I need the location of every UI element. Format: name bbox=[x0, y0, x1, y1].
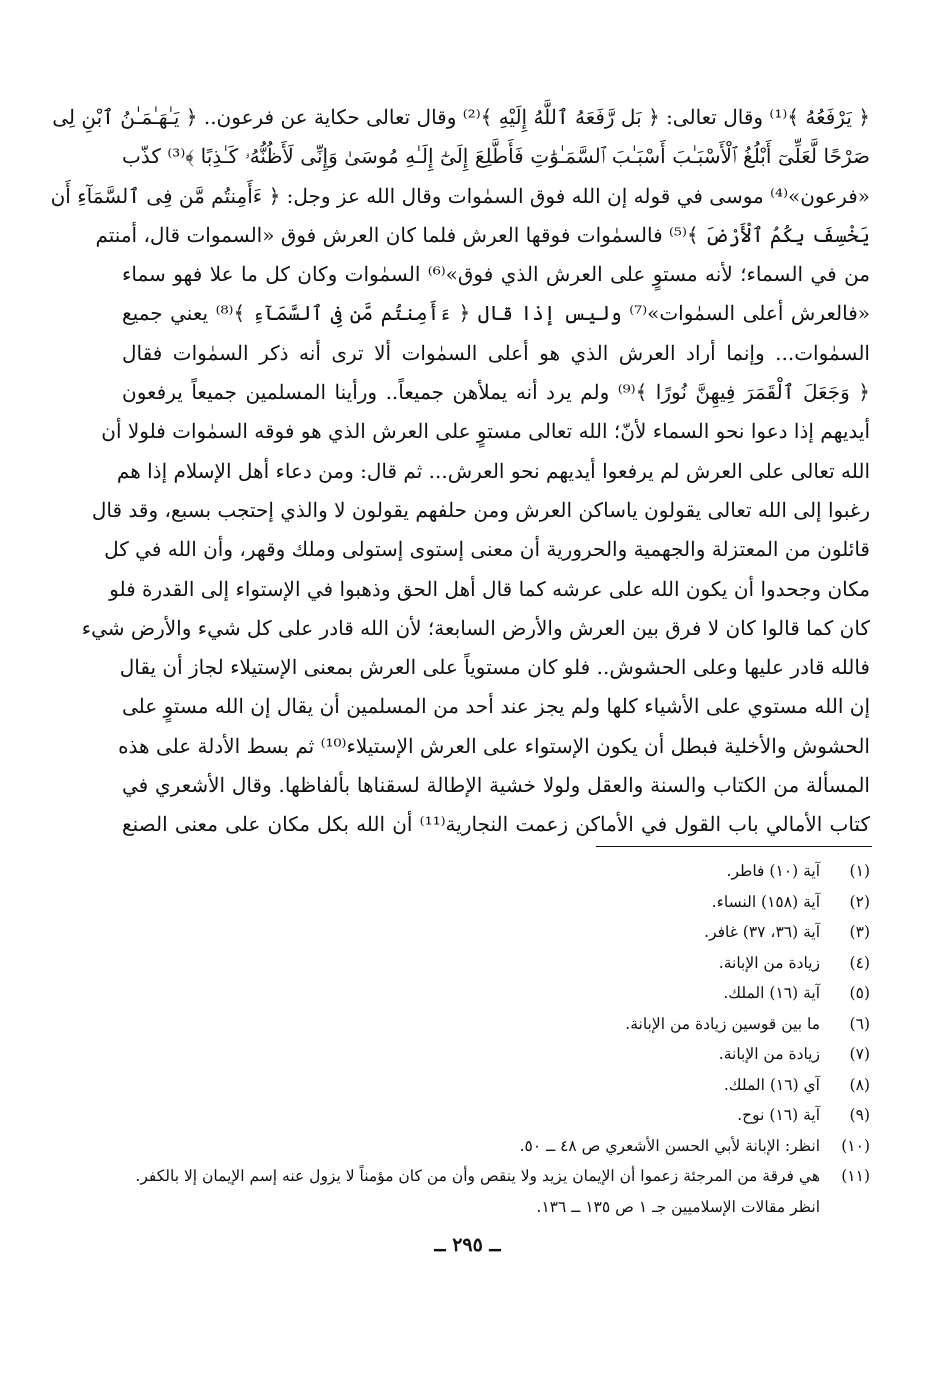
footnote-number: (١٠) bbox=[841, 1136, 870, 1155]
footnote-item bbox=[100, 1009, 870, 1040]
body-line: يَخْسِفَ بِكُمُ ٱلْأَرْضَ ﴾⁽⁵⁾ فالسمٰوات فوقها العرش فلما كان العرش فوق «السموات قال، أمنتم bbox=[95, 222, 870, 247]
footnote-number: (٨) bbox=[849, 1075, 870, 1094]
footnote-text: ما بين قوسين زيادة من الإبانة. bbox=[625, 1014, 820, 1033]
footnote-item bbox=[100, 887, 870, 918]
footnote-item bbox=[100, 856, 870, 887]
footnote-text: آية (١٦) الملك. bbox=[723, 984, 820, 1002]
footnote-number: (٢) bbox=[849, 892, 870, 911]
body-line: كتاب الأمالي باب القول في الأماكن زعمت النجارية⁽¹¹⁾ أن الله بكل مكان على معنى الصنع bbox=[122, 812, 870, 837]
page-number: ــ ٢٩٥ ــ bbox=[434, 1234, 501, 1256]
body-line: الحشوش والأخلية فبطل أن يكون الإستواء على العرش الإستيلاء⁽¹⁰⁾ ثم بسط الأدلة على هذه bbox=[118, 733, 870, 758]
body-line: «فالعرش أعلى السمٰوات»⁽⁷⁾ وليس إذا قال ﴿ ءَأَمِنتُم مَّن فِى ٱلسَّمَآءِ ﴾⁽⁸⁾ يعني جميع bbox=[122, 301, 871, 326]
body-line: المسألة من الكتاب والسنة والعقل ولولا خشية الإطالة لسقناها بألفاظها. وقال الأشعري في bbox=[122, 773, 870, 798]
body-line: رغبوا إلى الله تعالى يقولون ياساكن العرش ومن حلفهم يقولون لا والذي إحتجب بسبع، وقد قال bbox=[91, 497, 870, 522]
body-line: إن الله مستوي على الأشياء كلها ولم يجز عند أحد من المسلمين أن يقال إن الله مستوٍ على bbox=[122, 694, 870, 719]
footnote-number: (٦) bbox=[849, 1014, 870, 1033]
footnote-text: آية (١٥٨) النساء. bbox=[711, 892, 820, 911]
footnote-text: زيادة من الإبانة. bbox=[718, 1045, 820, 1063]
body-line: من في السماء؛ لأنه مستوٍ على العرش الذي فوق»⁽⁶⁾ السمٰوات وكان كل ما علا فهو سماء bbox=[122, 262, 871, 287]
footnote-item bbox=[100, 1100, 870, 1131]
footnote-item bbox=[100, 948, 870, 979]
body-line: قائلون من المعتزلة والجهمية والحرورية أن معنى إستوى إستولى وملك وقهر، وأن الله في كل bbox=[104, 537, 870, 562]
footnote-number: (٤) bbox=[849, 953, 870, 972]
footnote-number: (٣) bbox=[849, 923, 870, 941]
body-line: أيديهم إذا دعوا نحو السماء لأنّ؛ الله تعالى مستوٍ على العرش الذي هو فوقه السمٰوات فلولا أن bbox=[101, 419, 870, 444]
body-line: صَرْحًا لَّعَلِّىٓ أَبْلُغُ ٱلْأَسْبَـٰبَ أَسْبَـٰبَ ٱلسَّمَـٰوَٰتِ فَأَطَّلِعَ إِلَىٰٓ إِلَـٰهِ مُوسَىٰ وَإِنِّى لَأَظُنُّهُۥ كَـٰذِبًا ﴾⁽³⁾ كذّب bbox=[122, 144, 870, 169]
footnote-text: آية (١٠) فاطر. bbox=[726, 862, 820, 880]
footnote-item bbox=[100, 1131, 870, 1162]
footnote-number: (٧) bbox=[849, 1045, 870, 1063]
footnote-text: زيادة من الإبانة. bbox=[718, 953, 820, 972]
footnote-number: (٥) bbox=[849, 984, 870, 1002]
body-line: «فرعون»⁽⁴⁾ موسى في قوله إن الله فوق السمٰوات وقال الله عز وجل: ﴿ ءَأَمِنتُم مَّن فِى ٱلسَّمَآءِ أَن bbox=[50, 183, 870, 208]
footnote-item bbox=[100, 1039, 870, 1070]
body-line: السمٰوات... وإنما أراد العرش الذي هو أعلى السمٰوات ألا ترى أنه ذكر السمٰوات فقال bbox=[122, 340, 870, 365]
footnote-item bbox=[100, 1161, 870, 1192]
footnote-separator bbox=[596, 846, 872, 847]
main-text-block bbox=[50, 98, 871, 845]
footnote-item bbox=[100, 1070, 870, 1101]
body-line: ﴿ وَجَعَلَ ٱلْقَمَرَ فِيهِنَّ نُورًا ﴾⁽⁹⁾ ولم يرد أنه يملأهن جميعاً.. ورأينا المسلمين جميعاً يرفعون bbox=[122, 380, 870, 405]
footnotes-block bbox=[100, 856, 870, 1222]
footnote-text: هي فرقة من المرجئة زعموا أن الإيمان يزيد ولا ينقص وأن من كان مؤمناً لا يزول عنه إسم الإيمان إلا بالكفر. bbox=[135, 1167, 820, 1185]
footnote-text: آي (١٦) الملك. bbox=[723, 1075, 820, 1094]
body-line: ﴿ يَرْفَعُهُ ﴾⁽¹⁾ وقال تعالى: ﴿ بَل رَّفَعَهُ ٱللَّهُ إِلَيْهِ ﴾⁽²⁾ وقال تعالى حكاية عن فرعون.. ﴿ يَـٰهَـٰمَـٰنُ ٱبْنِ لِى bbox=[52, 105, 870, 129]
footnote-number: (١١) bbox=[841, 1167, 870, 1185]
footnote-item bbox=[100, 917, 870, 948]
footnote-number: (١) bbox=[849, 862, 870, 880]
footnote-text: آية (٣٦، ٣٧) غافر. bbox=[704, 923, 820, 941]
footnote-continuation: انظر مقالات الإسلاميين جـ ١ ص ١٣٥ ــ ١٣٦. bbox=[536, 1197, 820, 1216]
body-line: مكان وجحدوا أن يكون الله على عرشه كما قال أهل الحق وذهبوا في الإستواء إلى القدرة فلو bbox=[109, 576, 870, 601]
footnote-item bbox=[100, 978, 870, 1009]
footnote-text: آية (١٦) نوح. bbox=[737, 1106, 820, 1124]
body-line: فالله قادر عليها وعلى الحشوش.. فلو كان مستوياً على العرش بمعنى الإستيلاء لجاز أن يقال bbox=[119, 655, 870, 680]
body-line: الله تعالى على العرش لم يرفعوا أيديهم نحو العرش... ثم قال: ومن دعاء أهل الإسلام إذا هم bbox=[116, 458, 870, 483]
body-line: كان كما قالوا كان لا فرق بين العرش والأرض السابعة؛ لأن الله قادر على كل شيء والأرض شيء bbox=[81, 615, 870, 640]
footnote-number: (٩) bbox=[849, 1106, 870, 1124]
footnote-text: انظر: الإبانة لأبي الحسن الأشعري ص ٤٨ ــ ٥٠. bbox=[519, 1136, 820, 1155]
